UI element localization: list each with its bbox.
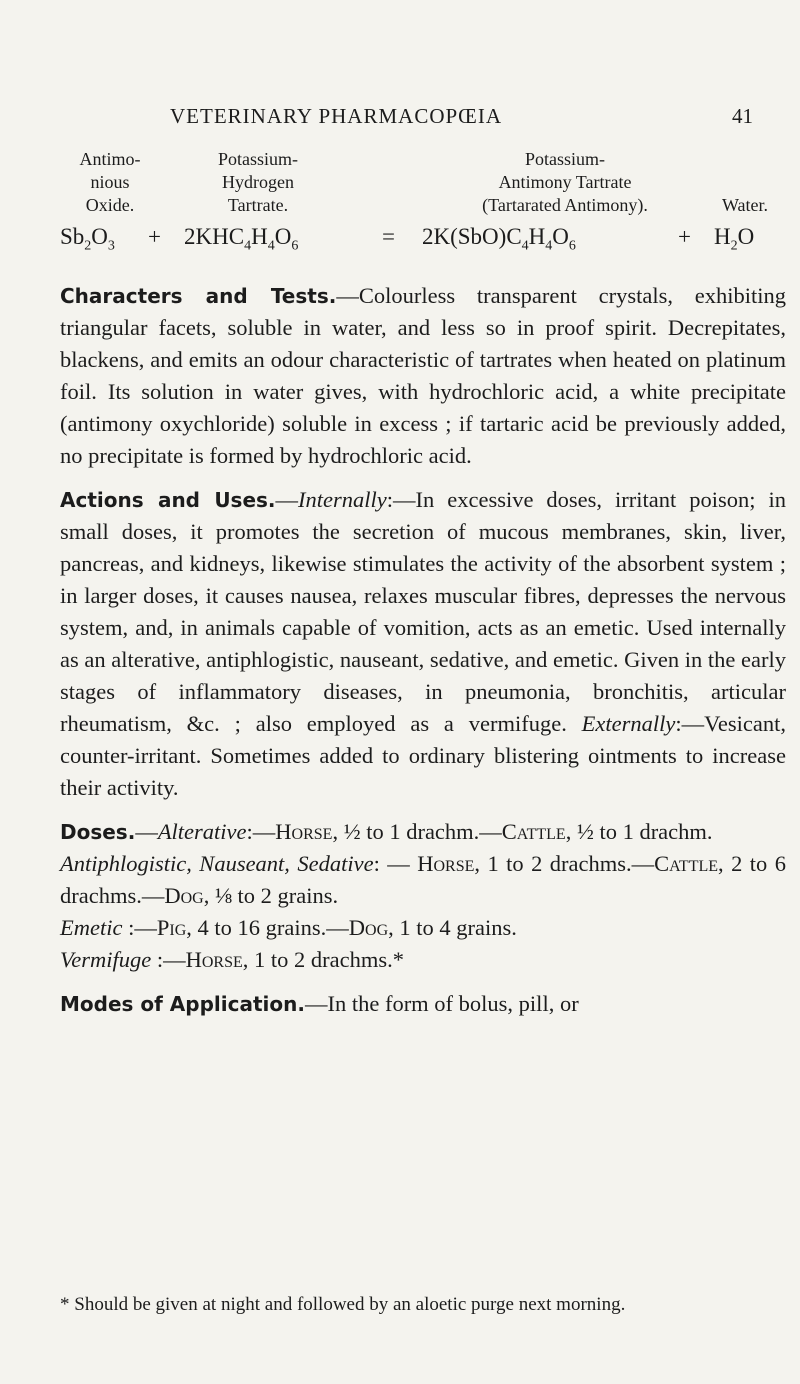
formula-k-sbo-c4h4o6: $2K(SbO)C_4H_4O_6$: [422, 224, 576, 254]
characters-paragraph: [60, 280, 786, 472]
doses-heading: Doses.: [60, 820, 136, 844]
running-title: VETERINARY PHARMACOPŒIA: [170, 104, 503, 128]
equals-sign: =: [382, 224, 395, 249]
actions-text-2: :—Vesicant, counter-irritant. Sometimes added to ordinary blistering ointments to increase their activity.: [60, 711, 786, 800]
label-potassium-hydrogen-tartrate: Potassium- Hydrogen Tartrate.: [217, 149, 298, 215]
doses-line-emetic: Emetic :—Pig, 4 to 16 grains.—Dog, 1 to 4 grains.: [60, 915, 517, 940]
doses-paragraph: [60, 816, 786, 976]
actions-heading: Actions and Uses.: [60, 488, 276, 512]
label-antimonious-oxide: Antimo- nious Oxide.: [79, 149, 141, 215]
internally-label: Internally: [298, 487, 387, 512]
modes-paragraph: [60, 988, 786, 1020]
page-number: 41: [732, 104, 753, 128]
doses-line-vermifuge: Vermifuge :—Horse, 1 to 2 drachms.*: [60, 947, 405, 972]
modes-text: —In the form of bolus, pill, or: [304, 991, 579, 1016]
chemical-equation: [60, 224, 790, 260]
actions-paragraph: Actions and Uses.—Internally:—In excessive doses, irritant poison; in small doses, it promotes the secretion of mucous membranes, skin, liver, pancreas, and kidneys, likewise stimulates the activity of the absorbent system ; in larger doses, it causes nausea, relaxes muscular fibres, depresses the nervous system, and, in animals capable of vomition, acts as an emetic. Used internally as an alterative, antiphlogistic, nauseant, sedative, and emetic. Given in the early stages of inflammatory diseases, in pneumonia, bronchitis, articular rheumatism, &c. ; also employed as a vermifuge. Externally:—Vesicant, counter-irritant. Sometimes added to ordinary blistering ointments to increase their activity.: [60, 487, 786, 800]
modes-heading: Modes of Application.: [60, 992, 305, 1016]
characters-heading: Characters and Tests.: [60, 284, 337, 308]
formula-h2o: $H_2O$: [714, 224, 755, 254]
plus-sign-2: +: [678, 224, 691, 249]
label-water: Water.: [721, 195, 769, 215]
formula-sb2o3: $Sb_2O_3$: [60, 224, 115, 254]
actions-text-1: :—In excessive doses, irritant poison; in small doses, it promotes the secretion of mucous membranes, skin, liver, pancreas, and kidneys, likewise stimulates the activity of the absorbent system ; in larger doses, it causes nausea, relaxes muscular fibres, depresses the nervous system, and, in animals capable of vomition, acts as an emetic. Used internally as an alterative, antiphlogistic, nauseant, sedative, and emetic. Given in the early stages of inflammatory diseases, in pneumonia, bronchitis, articular rheumatism, &c. ; also employed as a vermifuge.: [60, 487, 786, 736]
externally-label: Externally: [581, 711, 676, 736]
page-header: [0, 104, 800, 138]
footnote: * Should be given at night and followed by an aloetic purge next morning.: [60, 1294, 626, 1315]
characters-text: —Colourless transparent crystals, exhibiting triangular facets, soluble in water, and less so in proof spirit. Decrepitates, blackens, and emits an odour characteristic of tartrates when heated on platinum foil. Its solution in water gives, with hydrochloric acid, a white precipitate (antimony oxychloride) soluble in excess ; if tartaric acid be previously added, no precipitate is formed by hydrochloric acid.: [60, 283, 786, 468]
main-text: [60, 280, 786, 1020]
formula-khc4h4o6: $2KHC_4H_4O_6$: [184, 224, 299, 254]
label-potassium-antimony-tartrate: Potassium- Antimony Tartrate (Tartarated Antimony).: [482, 149, 648, 215]
doses-line-alterative: Doses.—Alterative:—Horse, ½ to 1 drachm.—Cattle, ½ to 1 drachm.: [60, 819, 713, 844]
plus-sign: +: [148, 224, 161, 249]
doses-line-antiphlogistic: Antiphlogistic, Nauseant, Sedative: — Horse, 1 to 2 drachms.—Cattle, 2 to 6 drachms.—Dog, ⅛ to 2 grains.: [60, 851, 786, 908]
